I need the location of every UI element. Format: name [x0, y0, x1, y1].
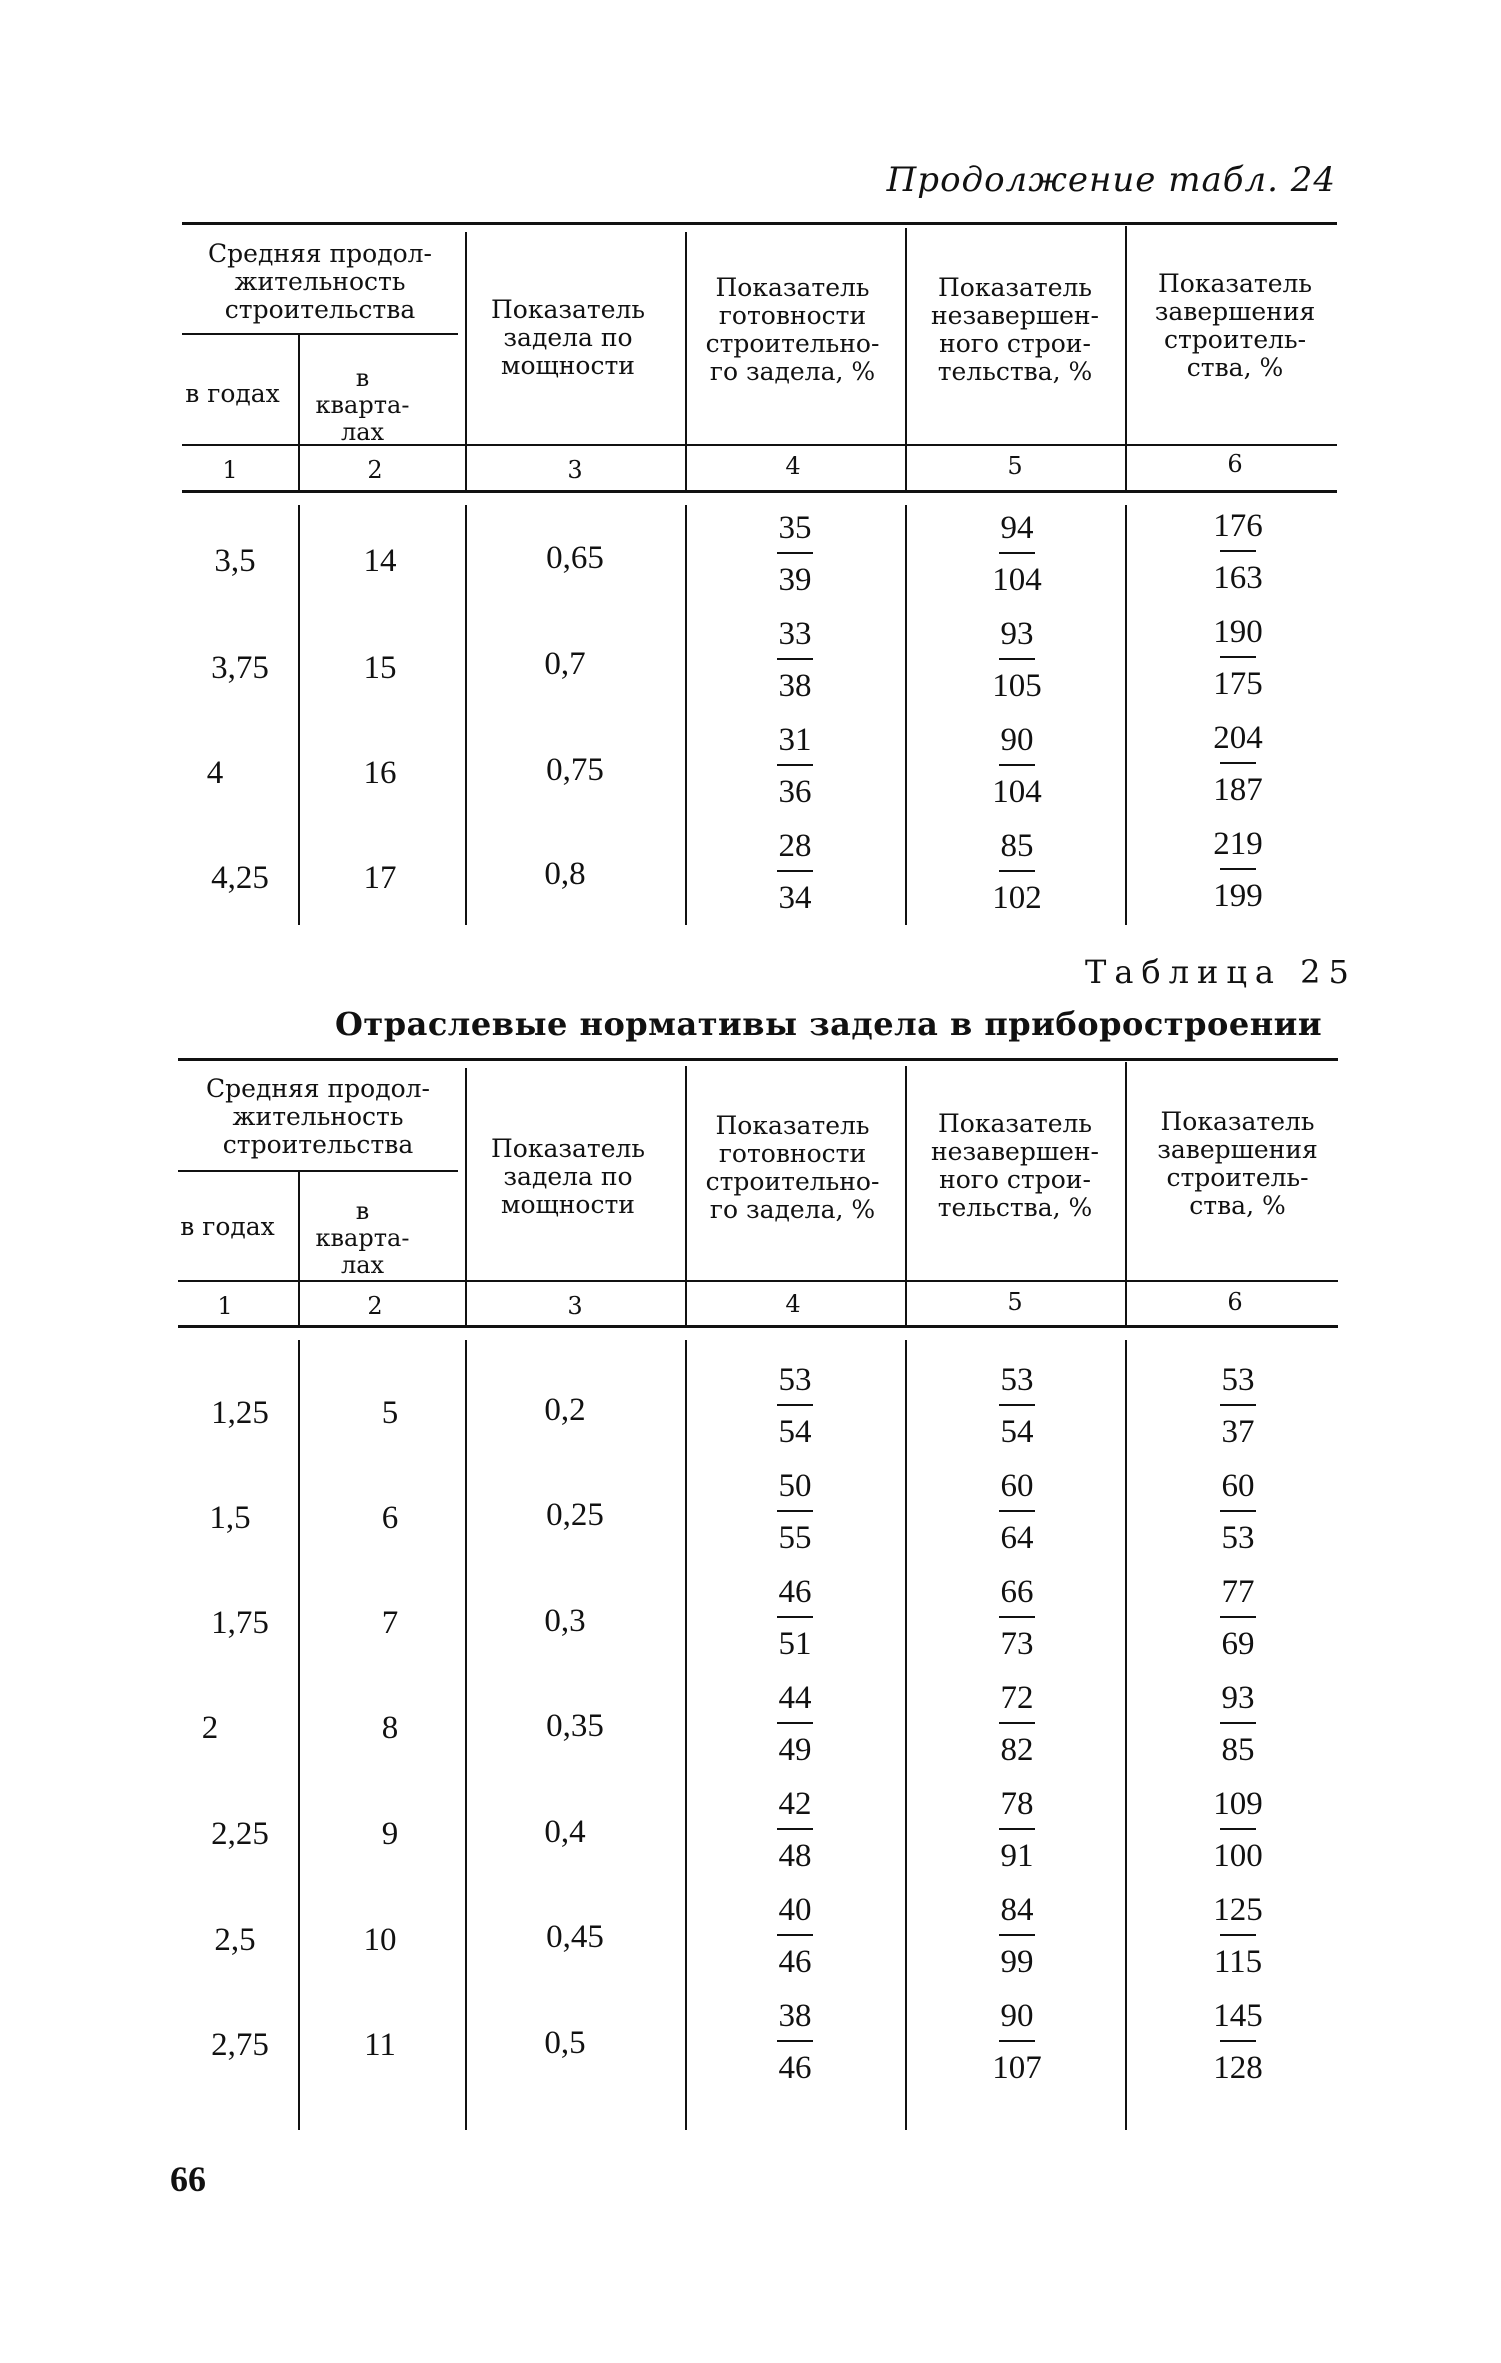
fraction-bar — [1220, 550, 1256, 552]
table25-group-rule — [178, 1170, 458, 1172]
table24-years: 3,5 — [214, 543, 256, 579]
table25-years: 2,75 — [211, 2027, 269, 2063]
fraction-numerator: 219 — [1213, 826, 1263, 862]
table25-header-quarters: в кварта-лах — [315, 1197, 410, 1279]
fraction-bar — [1220, 1828, 1256, 1830]
table25-unfinished — [967, 1784, 1067, 1876]
table25-vline — [465, 1068, 467, 1325]
table25-colnum-3: 3 — [567, 1292, 583, 1320]
table25-vline — [1125, 1340, 1127, 2130]
table25-years: 1,75 — [211, 1605, 269, 1641]
fraction-bar — [777, 2040, 813, 2042]
table24-completion — [1188, 824, 1288, 916]
table25-colnum-4: 4 — [785, 1290, 801, 1318]
table24-capacity: 0,7 — [544, 646, 586, 682]
table25-completion — [1188, 1890, 1288, 1982]
table24-quarters: 15 — [363, 650, 397, 686]
fraction-bar — [777, 1616, 813, 1618]
fraction-bar — [777, 658, 813, 660]
table24-header-capacity: Показатель задела по мощности — [490, 295, 646, 380]
fraction-bar — [999, 1722, 1035, 1724]
table25-readiness — [745, 1466, 845, 1558]
fraction-numerator: 28 — [778, 828, 812, 864]
fraction-bar — [777, 552, 813, 554]
fraction-numerator: 190 — [1213, 614, 1263, 650]
table24-vline — [298, 505, 300, 925]
table25-colnum-6: 6 — [1227, 1288, 1243, 1316]
fraction-numerator: 38 — [778, 1998, 812, 2034]
fraction-denominator: 128 — [1213, 2050, 1263, 2086]
table24-capacity: 0,75 — [546, 752, 604, 788]
table25-unfinished — [967, 1360, 1067, 1452]
table24-colnum-4: 4 — [785, 452, 801, 480]
fraction-denominator: 48 — [778, 1838, 812, 1874]
fraction-bar — [1220, 762, 1256, 764]
table25-quarters: 8 — [381, 1710, 399, 1746]
table24-completion — [1188, 612, 1288, 704]
table25-vline — [465, 1340, 467, 2130]
fraction-denominator: 36 — [778, 774, 812, 810]
fraction-numerator: 35 — [778, 510, 812, 546]
table25-readiness — [745, 1360, 845, 1452]
fraction-numerator: 93 — [1221, 1680, 1255, 1716]
table25-vline — [685, 1340, 687, 2130]
table25-quarters: 7 — [381, 1605, 399, 1641]
table25-vline — [1125, 1062, 1127, 1325]
fraction-bar — [777, 870, 813, 872]
fraction-denominator: 51 — [778, 1626, 812, 1662]
table24-header-readiness: Показатель готовности строительно-го задела, % — [705, 273, 880, 386]
table25-unfinished — [967, 1572, 1067, 1664]
fraction-numerator: 50 — [778, 1468, 812, 1504]
fraction-numerator: 46 — [778, 1574, 812, 1610]
fraction-denominator: 115 — [1213, 1944, 1263, 1980]
table25-years: 1,5 — [209, 1500, 251, 1536]
table24-capacity: 0,65 — [546, 540, 604, 576]
table25-quarters: 10 — [363, 1922, 397, 1958]
fraction-bar — [999, 764, 1035, 766]
fraction-bar — [999, 1404, 1035, 1406]
fraction-denominator: 39 — [778, 562, 812, 598]
table25-capacity: 0,5 — [544, 2025, 586, 2061]
table25-header-years: в годах — [180, 1212, 275, 1241]
table24-capacity: 0,8 — [544, 856, 586, 892]
fraction-numerator: 84 — [1000, 1892, 1034, 1928]
table24-unfinished — [967, 720, 1067, 812]
table24-completion — [1188, 506, 1288, 598]
fraction-numerator: 204 — [1213, 720, 1263, 756]
table25-completion — [1188, 1678, 1288, 1770]
table24-years: 4,25 — [211, 860, 269, 896]
fraction-numerator: 44 — [778, 1680, 812, 1716]
fraction-denominator: 69 — [1221, 1626, 1255, 1662]
table24-header-quarters: в кварта-лах — [315, 364, 410, 446]
table25-readiness — [745, 1678, 845, 1770]
table25-readiness — [745, 1784, 845, 1876]
fraction-numerator: 77 — [1221, 1574, 1255, 1610]
fraction-numerator: 176 — [1213, 508, 1263, 544]
fraction-numerator: 31 — [778, 722, 812, 758]
table25-title: Отраслевые нормативы задела в приборостроении — [335, 1005, 1323, 1043]
table24-vline — [685, 505, 687, 925]
table25-quarters: 11 — [364, 2027, 396, 2063]
fraction-bar — [999, 870, 1035, 872]
table24-readiness — [745, 614, 845, 706]
fraction-bar — [999, 1934, 1035, 1936]
table24-readiness — [745, 826, 845, 918]
table25-top-rule — [178, 1058, 1338, 1061]
fraction-numerator: 53 — [1000, 1362, 1034, 1398]
table25-vline — [298, 1172, 300, 1325]
table25-quarters: 9 — [381, 1816, 399, 1852]
fraction-numerator: 109 — [1213, 1786, 1263, 1822]
table24-quarters: 16 — [363, 755, 397, 791]
table25-label: Таблица 25 — [1085, 953, 1357, 991]
table24-colnum-5: 5 — [1007, 452, 1023, 480]
table24-colnum-3: 3 — [567, 456, 583, 484]
fraction-numerator: 90 — [1000, 1998, 1034, 2034]
fraction-denominator: 99 — [1000, 1944, 1034, 1980]
fraction-denominator: 104 — [992, 774, 1042, 810]
table25-completion — [1188, 1784, 1288, 1876]
fraction-bar — [1220, 1510, 1256, 1512]
table25-capacity: 0,35 — [546, 1708, 604, 1744]
fraction-denominator: 82 — [1000, 1732, 1034, 1768]
fraction-denominator: 37 — [1221, 1414, 1255, 1450]
table24-header-completion: Показатель завершения строитель-ства, % — [1154, 269, 1316, 382]
table25-header-unfinished: Показатель незавершен-ного строи-тельства, % — [930, 1109, 1100, 1222]
table24-header-unfinished: Показатель незавершен-ного строи-тельства, % — [930, 273, 1100, 386]
fraction-numerator: 40 — [778, 1892, 812, 1928]
fraction-bar — [777, 1722, 813, 1724]
fraction-numerator: 60 — [1000, 1468, 1034, 1504]
table24-vline — [465, 505, 467, 925]
table25-unfinished — [967, 1996, 1067, 2088]
table24-quarters: 14 — [363, 543, 397, 579]
table25-header-capacity: Показатель задела по мощности — [490, 1134, 646, 1219]
table25-readiness — [745, 1996, 845, 2088]
fraction-bar — [999, 2040, 1035, 2042]
fraction-denominator: 91 — [1000, 1838, 1034, 1874]
table24-unfinished — [967, 508, 1067, 600]
fraction-numerator: 60 — [1221, 1468, 1255, 1504]
table24-group-rule — [182, 333, 458, 335]
table24-vline — [1125, 505, 1127, 925]
table24-caption: Продолжение табл. 24 — [886, 160, 1336, 200]
table24-header-group: Средняя продол-жительность строительства — [208, 239, 432, 324]
table24-top-rule — [182, 222, 1337, 225]
table25-years: 2 — [201, 1710, 219, 1746]
table24-readiness — [745, 720, 845, 812]
table25-capacity: 0,4 — [544, 1814, 586, 1850]
fraction-bar — [777, 1510, 813, 1512]
fraction-bar — [777, 1934, 813, 1936]
table25-colnum-2: 2 — [367, 1292, 383, 1320]
table25-vline — [905, 1066, 907, 1325]
fraction-bar — [1220, 1722, 1256, 1724]
fraction-numerator: 90 — [1000, 722, 1034, 758]
table25-years: 2,5 — [214, 1922, 256, 1958]
table24-unfinished — [967, 614, 1067, 706]
fraction-numerator: 85 — [1000, 828, 1034, 864]
fraction-numerator: 53 — [778, 1362, 812, 1398]
table25-quarters: 5 — [381, 1395, 399, 1431]
table25-unfinished — [967, 1678, 1067, 1770]
fraction-bar — [1220, 656, 1256, 658]
fraction-denominator: 55 — [778, 1520, 812, 1556]
table25-completion — [1188, 1572, 1288, 1664]
table25-header-completion: Показатель завершения строитель-ства, % — [1157, 1107, 1318, 1220]
table24-header-bottom-rule — [182, 444, 1337, 446]
fraction-numerator: 125 — [1213, 1892, 1263, 1928]
fraction-denominator: 49 — [778, 1732, 812, 1768]
table25-readiness — [745, 1890, 845, 1982]
fraction-numerator: 53 — [1221, 1362, 1255, 1398]
fraction-numerator: 42 — [778, 1786, 812, 1822]
fraction-numerator: 33 — [778, 616, 812, 652]
fraction-denominator: 46 — [778, 2050, 812, 2086]
table24-vline — [905, 228, 907, 490]
table25-header-group: Средняя продол-жительность строительства — [206, 1074, 430, 1159]
table25-vline — [685, 1066, 687, 1325]
fraction-bar — [1220, 1934, 1256, 1936]
table25-years: 2,25 — [211, 1816, 269, 1852]
table25-completion — [1188, 1466, 1288, 1558]
table25-unfinished — [967, 1466, 1067, 1558]
table24-vline — [298, 335, 300, 445]
table25-capacity: 0,45 — [546, 1919, 604, 1955]
fraction-bar — [777, 764, 813, 766]
fraction-denominator: 54 — [1000, 1414, 1034, 1450]
fraction-numerator: 72 — [1000, 1680, 1034, 1716]
table25-colnum-1: 1 — [217, 1292, 233, 1320]
fraction-denominator: 100 — [1213, 1838, 1263, 1874]
fraction-denominator: 73 — [1000, 1626, 1034, 1662]
fraction-bar — [1220, 1616, 1256, 1618]
fraction-numerator: 94 — [1000, 510, 1034, 546]
fraction-denominator: 34 — [778, 880, 812, 916]
table24-vline — [685, 232, 687, 490]
table25-capacity: 0,3 — [544, 1603, 586, 1639]
fraction-bar — [777, 1828, 813, 1830]
fraction-bar — [999, 1828, 1035, 1830]
table24-vline — [905, 505, 907, 925]
table24-numbers-bottom-rule — [182, 490, 1337, 493]
fraction-denominator: 175 — [1213, 666, 1263, 702]
fraction-bar — [1220, 2040, 1256, 2042]
table25-numbers-bottom-rule — [178, 1325, 1338, 1328]
fraction-numerator: 78 — [1000, 1786, 1034, 1822]
table24-colnum-1: 1 — [222, 456, 238, 484]
fraction-numerator: 66 — [1000, 1574, 1034, 1610]
fraction-bar — [999, 1510, 1035, 1512]
fraction-denominator: 187 — [1213, 772, 1263, 808]
table25-capacity: 0,2 — [544, 1392, 586, 1428]
table24-completion — [1188, 718, 1288, 810]
table25-completion — [1188, 1360, 1288, 1452]
table25-colnum-5: 5 — [1007, 1288, 1023, 1316]
fraction-bar — [999, 552, 1035, 554]
table25-vline — [905, 1340, 907, 2130]
table24-years: 3,75 — [211, 650, 269, 686]
table24-vline — [1125, 226, 1127, 490]
fraction-denominator: 104 — [992, 562, 1042, 598]
fraction-denominator: 53 — [1221, 1520, 1255, 1556]
table24-vline — [465, 232, 467, 490]
table25-header-bottom-rule — [178, 1280, 1338, 1282]
fraction-bar — [1220, 868, 1256, 870]
fraction-denominator: 54 — [778, 1414, 812, 1450]
page-number: 66 — [170, 2159, 206, 2199]
fraction-bar — [777, 1404, 813, 1406]
fraction-denominator: 199 — [1213, 878, 1263, 914]
table24-years: 4 — [206, 755, 224, 791]
table24-colnum-2: 2 — [367, 456, 383, 484]
table25-vline — [298, 1340, 300, 2130]
fraction-denominator: 85 — [1221, 1732, 1255, 1768]
fraction-bar — [1220, 1404, 1256, 1406]
table24-readiness — [745, 508, 845, 600]
fraction-numerator: 145 — [1213, 1998, 1263, 2034]
table24-quarters: 17 — [363, 860, 397, 896]
fraction-bar — [999, 658, 1035, 660]
table24-unfinished — [967, 826, 1067, 918]
table25-unfinished — [967, 1890, 1067, 1982]
table25-readiness — [745, 1572, 845, 1664]
table25-completion — [1188, 1996, 1288, 2088]
table25-capacity: 0,25 — [546, 1497, 604, 1533]
fraction-denominator: 102 — [992, 880, 1042, 916]
fraction-denominator: 105 — [992, 668, 1042, 704]
fraction-numerator: 93 — [1000, 616, 1034, 652]
table24-colnum-6: 6 — [1227, 450, 1243, 478]
table25-quarters: 6 — [381, 1500, 399, 1536]
fraction-denominator: 46 — [778, 1944, 812, 1980]
table24-header-years: в годах — [185, 379, 280, 408]
fraction-denominator: 107 — [992, 2050, 1042, 2086]
fraction-bar — [999, 1616, 1035, 1618]
fraction-denominator: 38 — [778, 668, 812, 704]
table25-header-readiness: Показатель готовности строительно-го задела, % — [705, 1111, 880, 1224]
fraction-denominator: 64 — [1000, 1520, 1034, 1556]
table24-vline — [298, 444, 300, 490]
table25-years: 1,25 — [211, 1395, 269, 1431]
fraction-denominator: 163 — [1213, 560, 1263, 596]
